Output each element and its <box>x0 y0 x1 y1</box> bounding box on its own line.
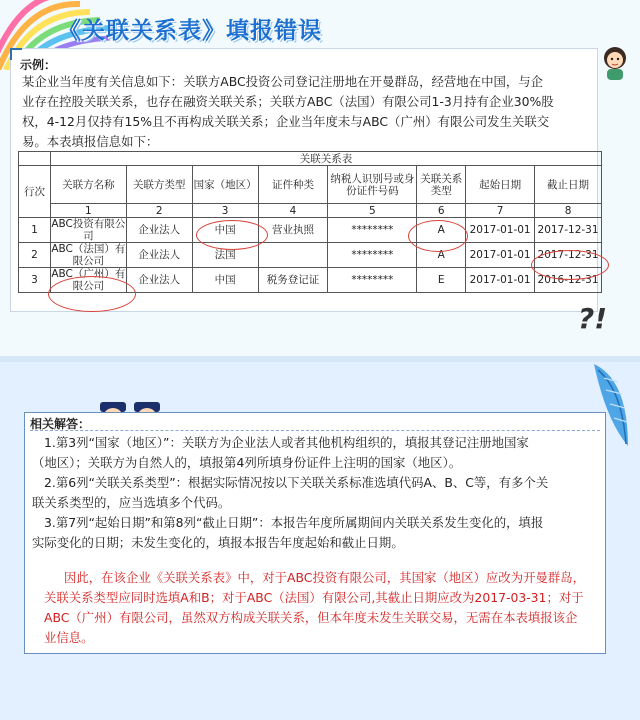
answer-divider <box>30 430 600 431</box>
answer-line: 实际变化的日期；未发生变化的，填报本报告年度起始和截止日期。 <box>32 535 404 550</box>
cell-name: ABC（广州）有限公司 <box>51 268 126 292</box>
answer-paragraph-1 <box>32 433 596 473</box>
answer-line: （地区）；关联方为自然人的，填报第4列所填身份证件上注明的国家（地区）。 <box>32 455 462 470</box>
cell-country: 法国 <box>192 243 258 268</box>
cell-name: ABC投资有限公司 <box>51 218 126 242</box>
cell-cert <box>258 243 328 268</box>
col-number: 4 <box>258 204 328 218</box>
answer-line: 2.第6列“关联关系类型”：根据实际情况按以下关联关系标准选填代码A、B、C等，有多个关 <box>44 475 549 490</box>
cell-cert: 营业执照 <box>258 218 328 243</box>
cell-start: 2017-01-01 <box>466 218 535 243</box>
col-header-taxid: 纳税人识别号或身份证件号码 <box>328 166 417 204</box>
answer-line: 联关系类型的，应当选填多个代码。 <box>32 495 231 510</box>
answer-label: 相关解答： <box>30 417 91 431</box>
col-header-start: 起始日期 <box>466 166 535 204</box>
cell-start: 2017-01-01 <box>466 268 535 293</box>
cell-cert: 税务登记证 <box>258 268 328 293</box>
col-header-seq: 行次 <box>19 166 51 218</box>
cell-end: 2017-12-31 <box>535 243 602 268</box>
col-number: 6 <box>417 204 466 218</box>
col-number: 1 <box>50 204 126 218</box>
table-group-header: 关联关系表 <box>50 152 601 166</box>
cell-type: 企业法人 <box>126 218 192 243</box>
cell-taxid: ******** <box>328 218 417 243</box>
col-header-relation: 关联关系类型 <box>417 166 466 204</box>
col-header-end: 截止日期 <box>535 166 602 204</box>
conclusion-line: 因此，在该企业《关联关系表》中，对于ABC投资有限公司，其国家（地区）应改为开曼群岛， <box>64 570 586 585</box>
cell-seq: 2 <box>19 243 51 268</box>
col-number: 7 <box>466 204 535 218</box>
answer-line: 3.第7列“起始日期”和第8列“截止日期”：本报告年度所属期间内关联关系发生变化的，填报 <box>44 515 544 530</box>
cell-type: 企业法人 <box>126 268 192 293</box>
cell-end: 2016-12-31 <box>535 268 602 293</box>
example-label: 示例： <box>20 58 57 72</box>
highlight-circle-end-date <box>531 250 609 280</box>
highlight-circle-country <box>196 220 268 250</box>
conclusion-line: 业信息。 <box>44 630 94 645</box>
conclusion-line: 关联关系类型应同时选填A和B；对于ABC（法国）有限公司,其截止日期应改为2017-03-31；对于 <box>44 590 584 605</box>
cell-start: 2017-01-01 <box>466 243 535 268</box>
col-number: 2 <box>126 204 192 218</box>
col-header-cert: 证件种类 <box>258 166 328 204</box>
cell-relation: A <box>417 218 466 243</box>
example-line: 权，4-12月仅持有15%且不再构成关联关系；企业当年度未与ABC（广州）有限公司发生关联交 <box>22 114 550 129</box>
highlight-circle-name <box>48 276 136 312</box>
cell-country: 中国 <box>192 218 258 243</box>
col-header-type: 关联方类型 <box>126 166 192 204</box>
table-row <box>19 243 602 268</box>
col-header-name: 关联方名称 <box>50 166 126 204</box>
col-number: 3 <box>192 204 258 218</box>
highlight-circle-relation <box>408 220 468 252</box>
page-title: 《关联关系表》填报错误 <box>58 18 322 44</box>
col-header-country: 国家（地区） <box>192 166 258 204</box>
col-number: 5 <box>328 204 417 218</box>
question-mark-icon: ?! <box>578 302 608 335</box>
cell-taxid: ******** <box>328 243 417 268</box>
cell-taxid: ******** <box>328 268 417 293</box>
answer-paragraph-2 <box>32 473 596 513</box>
cell-seq: 1 <box>19 218 51 243</box>
answer-line: 1.第3列“国家（地区）”：关联方为企业法人或者其他机构组织的，填报其登记注册地国家 <box>44 435 529 450</box>
cell-seq: 3 <box>19 268 51 293</box>
cell-name: ABC（法国）有限公司 <box>51 243 126 267</box>
example-line: 某企业当年度有关信息如下：关联方ABC投资公司登记注册地在开曼群岛，经营地在中国，与企 <box>22 74 544 89</box>
cartoon-avatar-icon <box>600 44 630 80</box>
col-number: 8 <box>535 204 602 218</box>
conclusion-text <box>44 568 600 648</box>
example-description <box>22 72 590 152</box>
cell-relation: E <box>417 268 466 293</box>
cell-relation: A <box>417 243 466 268</box>
cell-type: 企业法人 <box>126 243 192 268</box>
cell-end: 2017-12-31 <box>535 218 602 243</box>
conclusion-line: ABC（广州）有限公司，虽然双方构成关联关系，但本年度未发生关联交易，无需在本表填报该企 <box>44 610 578 625</box>
cell-country: 中国 <box>192 268 258 293</box>
answer-paragraph-3 <box>32 513 596 553</box>
table-row <box>19 218 602 243</box>
example-line: 易。本表填报信息如下： <box>22 134 159 149</box>
example-line: 业存在控股关联关系，也存在融资关联关系；关联方ABC（法国）有限公司1-3月持有企业30%股 <box>22 94 554 109</box>
relation-table <box>18 151 602 293</box>
